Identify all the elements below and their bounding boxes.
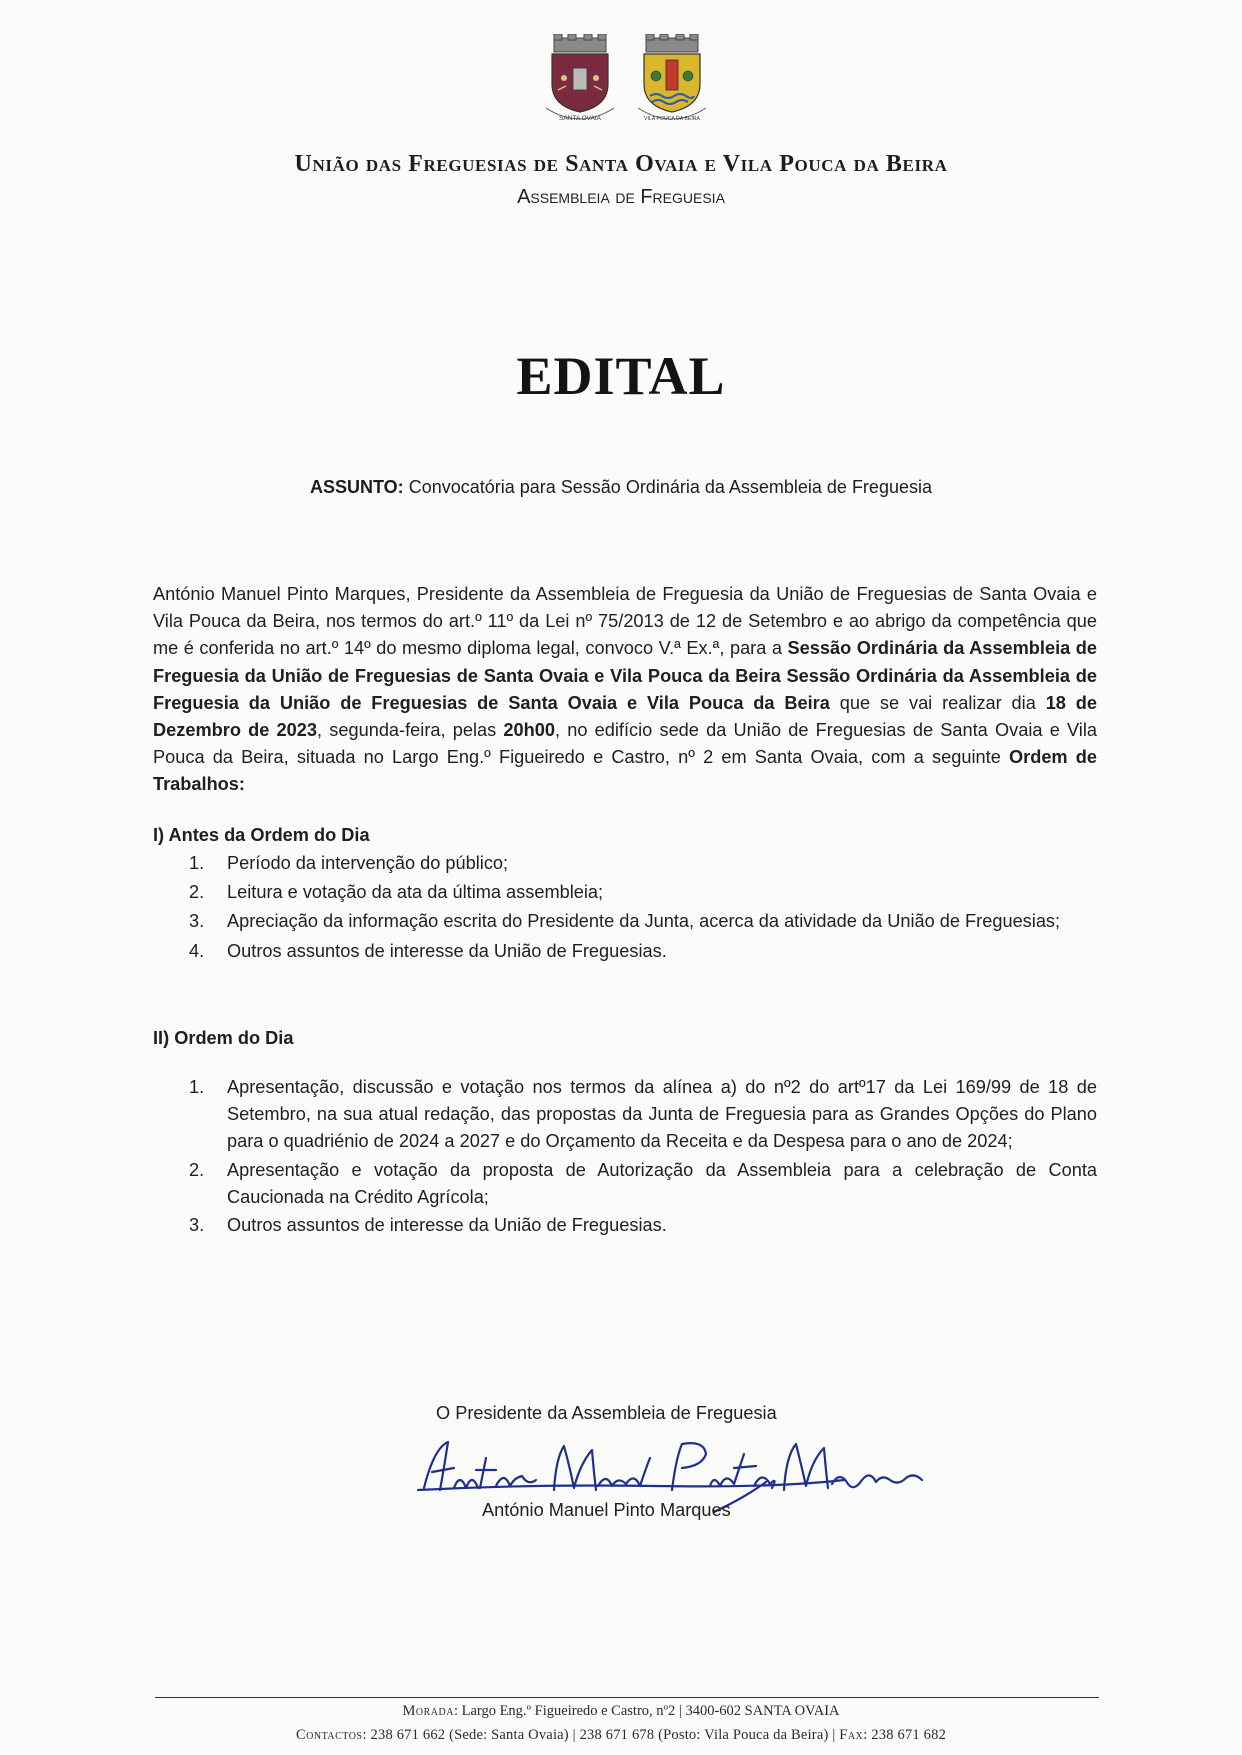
crests-header	[540, 34, 712, 124]
paragraph-text: António Manuel Pinto Marques, Presidente da Assembleia de Freguesia da União de Freguesias de Santa Ovaia e Vila Pouca da Beira, nos termos do art.º 11º da Lei nº 75/2013 de 12 de Setembro e ao abrigo da competência que me é conferida no art.º 14º do mesmo diploma legal, convoco V.ª Ex.ª, para a	[153, 584, 1097, 659]
svg-text:SANTA OVAIA: SANTA OVAIA	[558, 115, 602, 122]
list-item	[187, 908, 1097, 935]
list-item	[187, 1074, 1097, 1156]
footer-address-label: Morada	[402, 1703, 454, 1719]
footer-contacts-label: Contactos	[295, 1727, 363, 1743]
organization-subtitle: Assembleia de Freguesia	[517, 186, 725, 208]
meeting-date: 18 de Dezembro de 2023	[153, 692, 1097, 741]
list-item-number: 3.	[189, 1215, 205, 1236]
list-item-text: Outros assuntos de interesse da União de Freguesias.	[227, 940, 667, 961]
document-title: EDITAL	[516, 346, 726, 406]
list-item	[187, 1157, 1097, 1211]
list-item-text: Apreciação da informação escrita do Presidente da Junta, acerca da atividade da União de Freguesias;	[227, 911, 1061, 932]
list-item-text: Outros assuntos de interesse da União de Freguesias.	[227, 1215, 667, 1236]
list-item-number: 3.	[189, 911, 205, 932]
paragraph-bold: Sessão Ordinária da Assembleia de Freguesia da União de Freguesias de Santa Ovaia e Vila Pouca da Beira	[153, 665, 1097, 713]
subject-label: ASSUNTO:	[310, 477, 404, 497]
signatory-name: António Manuel Pinto Marques	[482, 1500, 731, 1520]
list-item-text: Período da intervenção do público;	[227, 853, 509, 873]
list-item-text: Apresentação e votação da proposta de Autorização da Assembleia para a celebração de Conta Caucionada na Crédito Agrícola;	[227, 1159, 1097, 1207]
footer-contacts	[0, 1727, 1242, 1744]
organization-name: União das Freguesias de Santa Ovaia e Vila Pouca da Beira	[294, 151, 948, 177]
list-item	[187, 879, 1097, 906]
list-item-number: 4.	[189, 940, 205, 961]
section-2-list	[187, 1074, 1097, 1240]
list-item-number: 1.	[189, 1077, 205, 1097]
list-item-text: Apresentação, discussão e votação nos termos da alínea a) do nº2 do artº17 da Lei 169/99 de 18 de Setembro, na sua atual redação, das propostas da Junta de Freguesia para as Grandes Opções do Plano para o quadriénio de 2024 a 2027 e do Orçamento da Receita e da Despesa para o ano de 2024;	[227, 1077, 1097, 1152]
signature-title: O Presidente da Assembleia de Freguesia	[436, 1403, 777, 1423]
paragraph-text: que se vai realizar dia	[829, 692, 1046, 713]
agenda-label: Ordem de Trabalhos:	[153, 747, 1098, 795]
paragraph-bold: Sessão Ordinária da Assembleia de Freguesia da União de Freguesias de Santa Ovaia e Vila Pouca da Beira	[153, 638, 1097, 686]
footer-divider	[155, 1697, 1099, 1698]
meeting-time: 20h00	[503, 720, 555, 741]
list-item-number: 1.	[189, 853, 205, 873]
vila-pouca-da-beira-coat-of-arms-icon	[632, 34, 712, 124]
subject-line	[0, 477, 1242, 498]
section-1-title: I) Antes da Ordem do Dia	[153, 825, 370, 845]
list-item-text: Leitura e votação da ata da última assembleia;	[227, 882, 604, 903]
convocation-paragraph	[153, 581, 1097, 799]
santa-ovaia-coat-of-arms-icon	[540, 34, 620, 124]
footer-fax-text: : 238 671 682	[863, 1727, 947, 1743]
list-item	[187, 938, 1097, 965]
subject-text: Convocatória para Sessão Ordinária da Assembleia de Freguesia	[403, 477, 932, 497]
section-1-list	[187, 850, 1097, 967]
footer-address-text: : Largo Eng.º Figueiredo e Castro, nº2 | 3400-602 SANTA OVAIA	[453, 1703, 840, 1719]
list-item	[187, 850, 1097, 877]
paragraph-text: , no edifício sede da União de Freguesias de Santa Ovaia e Vila Pouca da Beira, situada no Largo Eng.º Figueiredo e Castro, nº 2 em Santa Ovaia, com a seguinte	[153, 720, 1098, 768]
list-item-number: 2.	[189, 882, 205, 903]
section-2-title: II) Ordem do Dia	[153, 1028, 294, 1048]
footer-address	[0, 1703, 1242, 1720]
list-item	[187, 1212, 1097, 1239]
svg-text:VILA POUCA DA BEIRA: VILA POUCA DA BEIRA	[644, 116, 700, 122]
list-item-number: 2.	[189, 1159, 205, 1180]
footer-contacts-text: : 238 671 662 (Sede: Santa Ovaia) | 238 671 678 (Posto: Vila Pouca da Beira) |	[362, 1727, 840, 1743]
footer-fax-label: Fax	[839, 1727, 864, 1743]
paragraph-text: , segunda-feira, pelas	[317, 720, 504, 741]
